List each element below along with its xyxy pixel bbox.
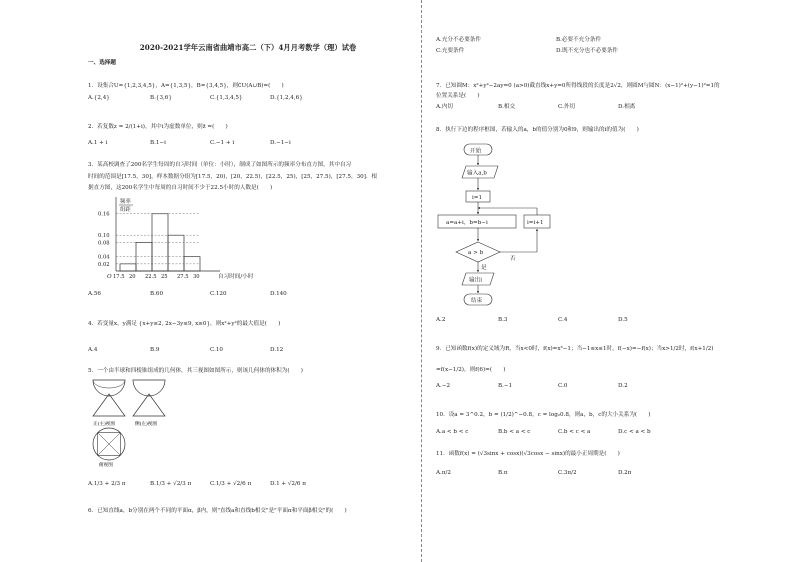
option-d[interactable]: D.2	[618, 383, 628, 389]
q6-option-c[interactable]: C.充要条件	[436, 48, 465, 54]
option-a[interactable]: A.内切	[436, 104, 454, 110]
x-axis-title: 自习时间/小时	[218, 274, 254, 280]
option-c[interactable]: C.1/3 + √2/6 π	[210, 481, 252, 487]
column-divider	[421, 0, 422, 562]
y-tick-label: 0.04	[98, 254, 110, 261]
option-a[interactable]: A.a < b < c	[436, 429, 469, 435]
front-view-drawing	[93, 380, 125, 416]
flow-no-label: 否	[510, 256, 516, 262]
question-4-options	[88, 347, 283, 354]
top-view-label: 俯视图	[99, 463, 113, 468]
histogram-bar	[120, 264, 136, 271]
option-c[interactable]: C.10	[210, 347, 223, 353]
option-a[interactable]: A.1 + i	[88, 140, 108, 146]
program-flowchart	[436, 140, 556, 310]
y-tick-label: 0.10	[98, 233, 110, 240]
option-c[interactable]: C.3π/2	[558, 470, 577, 476]
y-axis-title-top: 频率	[120, 199, 131, 205]
x-tick-label: 17.5	[113, 274, 125, 280]
question-2-options	[88, 140, 291, 147]
option-b[interactable]: B.3	[498, 317, 508, 323]
question-10-stem: 10．设a = 3^0.2，b = (1/2)^−0.8，c = log₂0.8，则a，b，c的大小关系为( )	[436, 412, 651, 418]
x-tick-label: 30	[193, 274, 200, 280]
question-1-stem: 1．设集合U={1,2,3,4,5}，A={1,3,5}，B={3,4,5}，则∁U(A∪B)=( )	[88, 83, 284, 89]
question-7-line-1: 7．已知圆M：x²+y²−2ay=0 (a>0)截直线x+y=0所得线段的长度是2√2，则圆M与圆N：(x−1)²+(y−1)²=1的	[436, 83, 720, 89]
option-b[interactable]: B.9	[150, 347, 160, 353]
q6-option-d[interactable]: D.既不充分也不必要条件	[556, 48, 619, 54]
option-a[interactable]: A.π/2	[436, 470, 451, 476]
flow-yes-label: 是	[481, 265, 487, 271]
y-tick-label: 0.16	[98, 211, 110, 218]
option-d[interactable]: D.{1,2,4,6}	[270, 95, 303, 101]
option-d[interactable]: D.140	[270, 291, 287, 297]
frequency-histogram	[88, 195, 288, 285]
option-a[interactable]: A.1/3 + 2/3 π	[88, 481, 126, 487]
option-a[interactable]: A.−2	[436, 383, 451, 389]
option-a[interactable]: A.4	[88, 347, 98, 353]
question-5-options	[88, 481, 306, 488]
right-column	[436, 0, 776, 562]
x-tick-label: 27.5	[177, 274, 189, 280]
option-b[interactable]: B.1/3 + √2/3 π	[150, 481, 192, 487]
option-c[interactable]: C.b < c < a	[558, 429, 591, 435]
flow-condition-label: a > b	[468, 250, 484, 256]
question-1-options	[88, 95, 303, 102]
x-tick-label: 20	[129, 274, 136, 280]
question-6-stem: 6．已知直线a，b分别在两个不同的平面α，β内，则"直线a和直线b相交"是"平面α和平面β相交"的( )	[88, 508, 347, 514]
x-tick-label: 25	[161, 274, 168, 280]
front-view-label: 正(主)视图	[93, 422, 115, 427]
option-d[interactable]: D.c < a < b	[618, 429, 651, 435]
flow-output-label: 输出i	[469, 277, 482, 284]
question-9-line-1: 9．已知函数f(x)的定义域为R，当x<0时，f(x)=x³−1；当−1≤x≤1时，f(−x)=−f(x)；当x>1/2时，f(x+1/2)	[436, 346, 714, 352]
histogram-bar	[168, 235, 184, 271]
question-3-line-2: 时间的范围是[17.5，30]，样本数据分组为[17.5，20)，[20，22.5)，[22.5，25)，[25，27.5)，[27.5，30]．根	[88, 174, 378, 180]
three-view-drawing	[90, 378, 170, 468]
q6-option-a[interactable]: A.充分不必要条件	[436, 37, 481, 43]
option-b[interactable]: B.−1	[498, 383, 513, 389]
option-b[interactable]: B.b < a < c	[498, 429, 531, 435]
option-d[interactable]: D.5	[618, 317, 628, 323]
y-tick-label: 0.02	[98, 261, 110, 268]
page-title: 2020-2021学年云南省曲靖市高二（下）4月月考数学（理）试卷	[139, 43, 357, 52]
flow-assign-label: a=a+i，b=b−i	[446, 220, 488, 226]
origin-label: O	[107, 274, 112, 280]
option-a[interactable]: A.{2,4}	[88, 95, 110, 101]
question-3-line-1: 3．某高校调查了200名学生每周的自习时间（单位：小时），制成了如图所示的频率分布直方图，其中自习	[88, 162, 352, 168]
option-b[interactable]: B.60	[150, 291, 164, 297]
side-view-drawing	[133, 380, 165, 416]
left-column	[88, 0, 408, 562]
option-d[interactable]: D.相离	[618, 104, 636, 110]
option-d[interactable]: D.2π	[618, 470, 632, 476]
question-7-options	[436, 104, 635, 111]
option-a[interactable]: A.2	[436, 317, 446, 323]
y-axis-title-bottom: 组距	[120, 207, 131, 213]
question-9-line-2: =f(x−1/2)，则f(6)=( )	[436, 367, 506, 373]
flow-input-label: 输入a,b	[467, 170, 487, 177]
option-d[interactable]: D.1 + √2/6 π	[270, 481, 306, 487]
question-11-options	[436, 470, 631, 477]
option-d[interactable]: D.12	[270, 347, 284, 353]
option-c[interactable]: C.4	[558, 317, 568, 323]
question-8-stem: 8．执行下边的程序框图，若输入的a，b的值分别为0和9，则输出的i的值为( )	[436, 127, 639, 133]
section-heading: 一、选择题	[88, 60, 116, 66]
option-d[interactable]: D.−1−i	[270, 140, 291, 146]
option-b[interactable]: B.1−i	[150, 140, 166, 146]
y-tick-label: 0.08	[98, 240, 110, 247]
option-c[interactable]: C.外切	[558, 104, 576, 110]
question-2-stem: 2．若复数z = 2/(1+i)，其中i为虚数单位，则z̄ =( )	[88, 124, 228, 130]
option-c[interactable]: C.0	[558, 383, 568, 389]
option-c[interactable]: C.{1,3,4,5}	[210, 95, 243, 101]
question-3-line-3: 据直方图，这200名学生中每周的自习时间不少于22.5小时的人数是( )	[88, 185, 273, 191]
question-8-options	[436, 317, 628, 324]
flow-start-label: 开始	[470, 148, 482, 155]
option-c[interactable]: C.120	[210, 291, 227, 297]
q6-option-b[interactable]: B.必要不充分条件	[556, 37, 602, 43]
question-4-stem: 4．若变量x，y满足 {x+y≤2, 2x−3y≤9, x≥0}，则x²+y²的最大值是( )	[88, 321, 281, 327]
flow-end-label: 结束	[471, 298, 483, 304]
option-b[interactable]: B.π	[498, 470, 508, 476]
question-3-options	[88, 291, 287, 298]
question-9-options	[436, 383, 628, 390]
question-5-stem: 5．一个由半球和四棱锥组成的几何体，其三视图如图所示，则该几何体的体积为( )	[88, 368, 303, 374]
top-view-drawing	[93, 428, 125, 460]
flow-init-label: i=1	[472, 195, 483, 201]
flow-increment-label: i=i+1	[527, 220, 544, 226]
question-11-stem: 11．函数f(x) = (√3sinx + cosx)(√3cosx − sinx)的最小正周期是( )	[436, 451, 620, 457]
option-a[interactable]: A.56	[88, 291, 101, 297]
side-view-label: 侧(左)视图	[135, 422, 157, 427]
option-b[interactable]: B.{3,6}	[150, 95, 172, 101]
question-7-line-2: 位置关系是( )	[436, 93, 480, 99]
x-tick-label: 22.5	[145, 274, 157, 280]
question-10-options	[436, 429, 651, 436]
option-c[interactable]: C.−1 + i	[210, 140, 235, 146]
option-b[interactable]: B.相交	[498, 104, 516, 110]
